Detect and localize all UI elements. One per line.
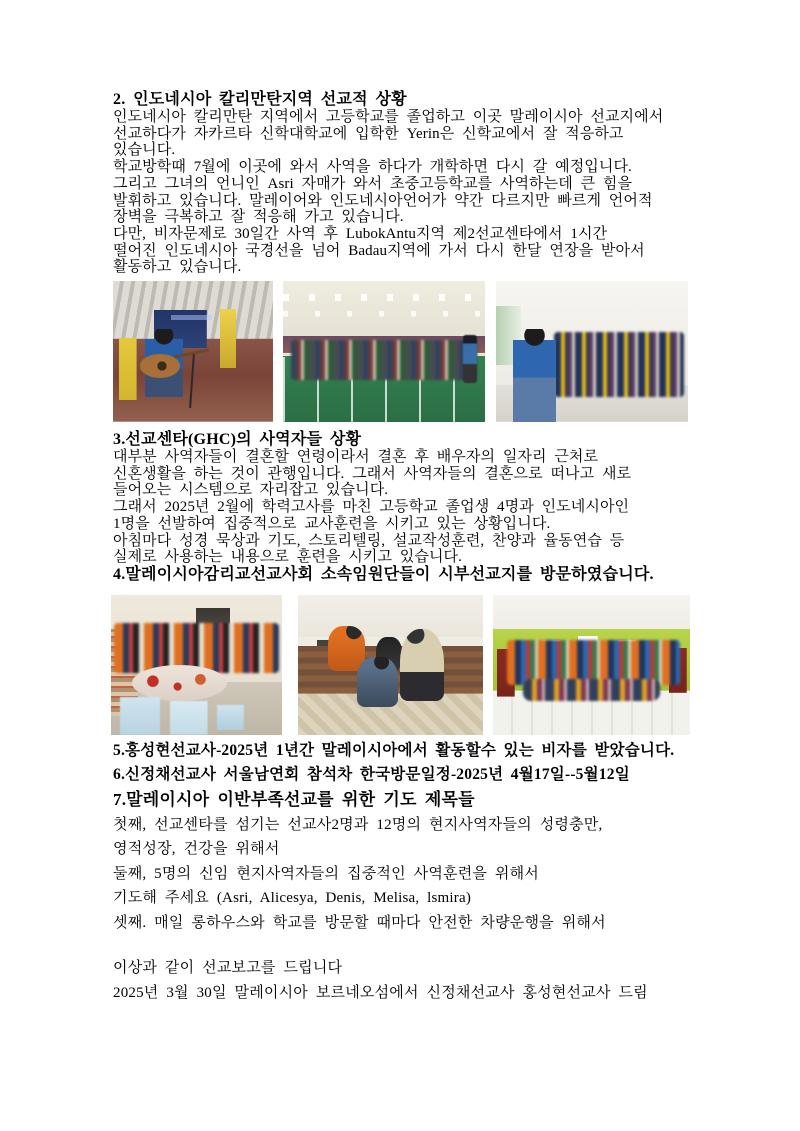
speaker-figure [463, 335, 477, 383]
text-line: 셋째. 매일 롱하우스와 학교를 방문할 때마다 안전한 차량운행을 위해서 [113, 914, 606, 931]
text-line: 2025년 3월 30일 말레이시아 보르네오섬에서 신정채선교사 홍성현선교사 드림 [113, 985, 648, 1002]
text-line: 첫째, 선교센타를 섬기는 선교사2명과 12명의 현지사역자들의 성령충만, [113, 816, 603, 833]
section-5 [113, 739, 692, 763]
section-2 [113, 91, 692, 276]
text-line: 그래서 2025년 2월에 학력고사를 마친 고등학교 졸업생 4명과 인도네시아인 [113, 499, 630, 516]
text-line: 들어오는 시스템으로 자리잡고 있습니다. [113, 482, 389, 499]
text-line: 발휘하고 있습니다. 말레이어와 인도네시아언어가 약간 다르지만 빠르게 언어적 [113, 192, 653, 209]
prayer-items [113, 813, 692, 936]
text-line: 선교하다가 자카르타 신학대학교에 입학한 Yerin은 신학교에서 잘 적응하고 [113, 125, 624, 142]
text-line: 떨어진 인도네시아 국경선을 넘어 Badau지역에 가서 다시 한달 연장을 받아서 [113, 242, 645, 259]
text-line: 다만, 비자문제로 30일간 사역 후 LubokAntu지역 제2선교센타에서 1시간 [113, 225, 608, 242]
text-line: 이상과 같이 선교보고를 드립니다 [113, 960, 343, 977]
text-line: 있습니다. [113, 142, 176, 159]
section3-body [113, 449, 692, 566]
closing-block [113, 956, 692, 1006]
mic-stand-shape [190, 354, 196, 408]
text-line: 장벽을 극복하고 잘 적응해 가고 있습니다. [113, 209, 404, 226]
text-line: 둘째, 5명의 신임 현지사역자들의 집중적인 사역훈련을 위해서 [113, 865, 540, 882]
section-3 [113, 431, 692, 566]
text-line: 1명을 선발하여 집중적으로 교사훈련을 시키고 있는 상황입니다. [113, 515, 551, 532]
text-line: 인도네시아 칼리만탄 지역에서 고등학교를 졸업하고 이곳 말레이시아 선교지에서 [113, 109, 664, 125]
photo-prayer-laying-hands [298, 595, 483, 735]
teacher-figure [513, 329, 555, 422]
text-line: 그리고 그녀의 언니인 Asri 자매가 와서 초중고등학교를 사역하는데 큰 힘을 [113, 175, 633, 192]
bending-figure [400, 629, 444, 702]
text-line: 아침마다 성경 묵상과 기도, 스토리텔링, 설교작성훈련, 찬양과 율동연습 등 [113, 532, 625, 549]
photo-group-green-room [493, 595, 690, 735]
section3-heading: 3.선교센타(GHC)의 사역자들 상황 [113, 431, 362, 449]
stage-banner-text [171, 315, 213, 321]
sitting-row-shape [523, 679, 661, 701]
section7-heading: 7.말레이시아 이반부족선교를 위한 기도 제목들 [113, 789, 475, 809]
section4-heading: 4.말레이시아감리교선교사회 소속임원단들이 시부선교지를 방문하였습니다. [113, 565, 654, 583]
section5-heading: 5.홍성현선교사-2025년 1년간 말레이시아에서 활동할수 있는 비자를 받았습니다. [113, 741, 675, 759]
text-line: 실제로 사용하는 내용으로 훈련을 시키고 있습니다. [113, 549, 462, 566]
photo-row-2 [111, 595, 692, 735]
children-group-shape [554, 332, 685, 397]
section-7 [113, 787, 692, 936]
photo-group-meal [111, 595, 282, 735]
section-4 [113, 566, 692, 584]
photo-guitar-performance [113, 281, 273, 422]
section-6 [113, 763, 692, 787]
photo-row-1 [113, 281, 692, 422]
kneeling-figure [357, 657, 398, 707]
section6-heading: 6.신정채선교사 서울남연회 참석차 한국방문일정-2025년 4월17일--5월12일 [113, 765, 630, 783]
orange-shirt-figure [328, 626, 365, 671]
text-line: 기도해 주세요 (Asri, Alicesya, Denis, Melisa, lsmira) [113, 890, 472, 907]
section2-body [113, 109, 692, 276]
text-line: 영적성장, 건강을 위해서 [113, 841, 280, 858]
section2-heading: 2. 인도네시아 칼리만탄지역 선교적 상황 [113, 91, 407, 108]
standing-row-shape [507, 640, 680, 685]
text-line: 학교방학때 7월에 이곳에 와서 사역을 하다가 개학하면 다시 갈 예정입니다. [113, 159, 632, 176]
text-line: 활동하고 있습니다. [113, 259, 242, 276]
photo-school-hall-assembly [283, 281, 485, 422]
text-line: 신혼생활을 하는 것이 관행입니다. 그래서 사역자들의 결혼으로 떠나고 새로 [113, 465, 632, 482]
photo-classroom-children [496, 281, 688, 422]
plastic-chairs-shape [114, 693, 247, 735]
text-line: 대부분 사역자들이 결혼할 연령이라서 결혼 후 배우자의 일자리 근처로 [113, 449, 599, 466]
student-crowd-shape [291, 340, 477, 379]
